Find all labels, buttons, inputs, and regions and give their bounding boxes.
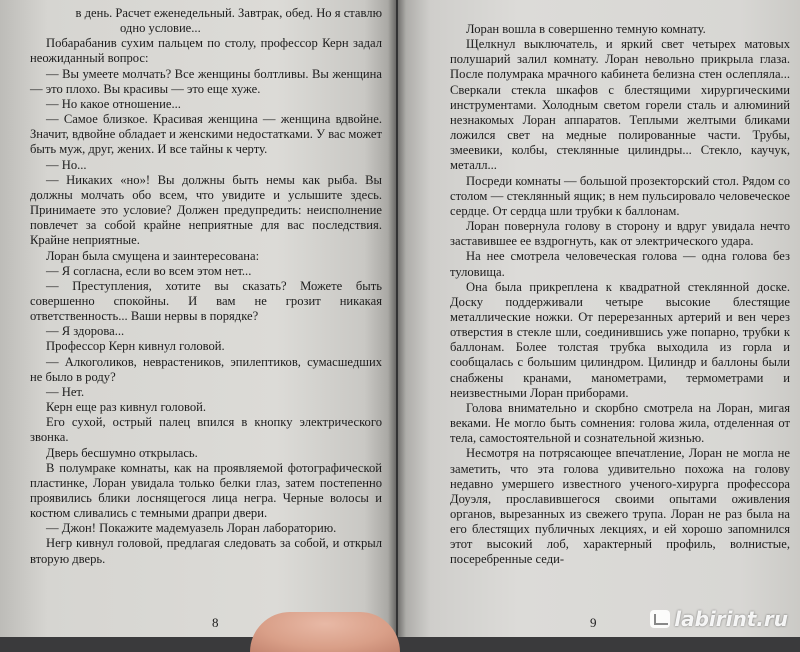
paragraph: Щелкнул выключатель, и яркий свет четырех матовых полушарий залил комнату. Лоран невольно прикрыла глаза. После полумрака мрачного кабинета белизна стен ослепляла... Сверкали стекла шкафов с блестящими хирургическими инструментами. Холодным светом горели сталь и алюминий незнакомых Лоран аппаратов. Теплыми желтыми бликами ложился свет на медные полированные части. Трубы, змеевики, колбы, стеклянные цилиндры... Стекло, каучук, металл... (450, 37, 790, 173)
paragraph: — Вы умеете молчать? Все женщины болтливы. Вы женщина — это плохо. Вы красивы — это еще хуже. (30, 66, 382, 96)
watermark (650, 607, 788, 631)
paragraph: Профессор Керн кивнул головой. (46, 339, 225, 354)
paragraph: Голова внимательно и скорбно смотрела на Лоран, мигая веками. Не могло быть сомнения: голова жила, отделенная от тела, самостоятельной и сознательной жизнью. (450, 400, 790, 446)
paragraph: Несмотря на потрясающее впечатление, Лоран не могла не заметить, что эта голова удивительно похожа на голову недавно умершего известного ученого-хирурга профессора Доуэля, прославившегося своими опытами оживления органов, вырезанных из свежего трупа. Лоран не раз была на его блестящих публичных лекциях, и ей хорошо запомнился этот высокий лоб, характерный профиль, волнистые, посеребренные седи- (450, 446, 790, 567)
paragraph: — Джон! Покажите мадемуазель Лоран лабораторию. (46, 521, 337, 536)
paragraph: — Никаких «но»! Вы должны быть немы как рыба. Вы должны молчать обо всем, что увидите и услышите здесь. Принимаете это условие? Должен предупредить: неисполнение повлечет за собой крайне неприятные для вас последствия. Крайне неприятные. (30, 172, 382, 248)
paragraph: Лоран была смущена и заинтересована: (46, 248, 260, 263)
paragraph: — Самое близкое. Красивая женщина — женщина вдвойне. Значит, вдвойне обладает и женскими недостатками. У вас может быть муж, друг, жених. И все тайны к черту. (30, 112, 382, 157)
paragraph: Дверь бесшумно открылась. (46, 445, 198, 460)
page-number-right: 9 (590, 615, 597, 630)
paragraph: Лоран повернула голову в сторону и вдруг увидала нечто заставившее ее вздрогнуть, как от электрического удара. (450, 219, 790, 249)
paragraph: Негр кивнул головой, предлагая следовать за собой, и открыл вторую дверь. (30, 536, 382, 566)
paragraph: Керн еще раз кивнул головой. (46, 400, 207, 415)
paragraph: В полумраке комнаты, как на проявляемой фотографической пластинке, Лоран увидала только белки глаз, затем постепенно проявились блики лоснящегося лица негра. Черные волосы и костюм сливались с темными драпри двери. (30, 460, 382, 521)
left-first-line: в день. Расчет еженедельный. Завтрак, обед. Но я ставлю (75, 6, 382, 20)
thumb (250, 612, 400, 652)
paragraph: — Я согласна, если во всем этом нет... (46, 263, 252, 278)
left-page (0, 0, 396, 637)
paragraph: — Преступления, хотите вы сказать? Можете быть совершенно спокойны. И вам не грозит никакая ответственность... Ваши нервы в порядке? (30, 278, 382, 324)
paragraph: Лоран вошла в совершенно темную комнату. (466, 22, 706, 36)
paragraph: На нее смотрела человеческая голова — одна голова без туловища. (450, 249, 790, 279)
watermark-text: labirint.ru (674, 607, 788, 631)
paragraph: — Но... (46, 157, 87, 172)
paragraph: — Нет. (46, 384, 85, 399)
paragraph: Посреди комнаты — большой прозекторский стол. Рядом со столом — стеклянный ящик; в нем пульсировало человеческое сердце. От сердца шли трубки к баллонам. (450, 173, 790, 218)
left-first-line-cont: одно условие... (120, 21, 201, 36)
paragraph: Она была прикреплена к квадратной стеклянной доске. Доску поддерживали четыре высокие блестящие металлические ножки. От перерезанных артерий и вен через отверстия в стекле шли, соединившись уже попарно, трубки к баллонам. Более толстая трубка выходила из горла и сообщалась с большим цилиндром. Цилиндр и баллоны были снабжены кранами, манометрами, термометрами и неизвестными Лоран приборами. (450, 279, 790, 400)
right-page (398, 0, 800, 637)
paragraph: Побарабанив сухим пальцем по столу, профессор Керн задал неожиданный вопрос: (30, 36, 382, 66)
paragraph: — Я здорова... (46, 324, 125, 339)
paragraph: Его сухой, острый палец впился в кнопку электрического звонка. (30, 415, 382, 445)
paragraph: — Но какое отношение... (46, 96, 181, 111)
book-logo-icon (650, 610, 670, 628)
page-number-left: 8 (212, 615, 219, 630)
paragraph: — Алкоголиков, неврастеников, эпилептиков, сумасшедших не было в роду? (30, 354, 382, 384)
book-gutter (388, 0, 406, 637)
